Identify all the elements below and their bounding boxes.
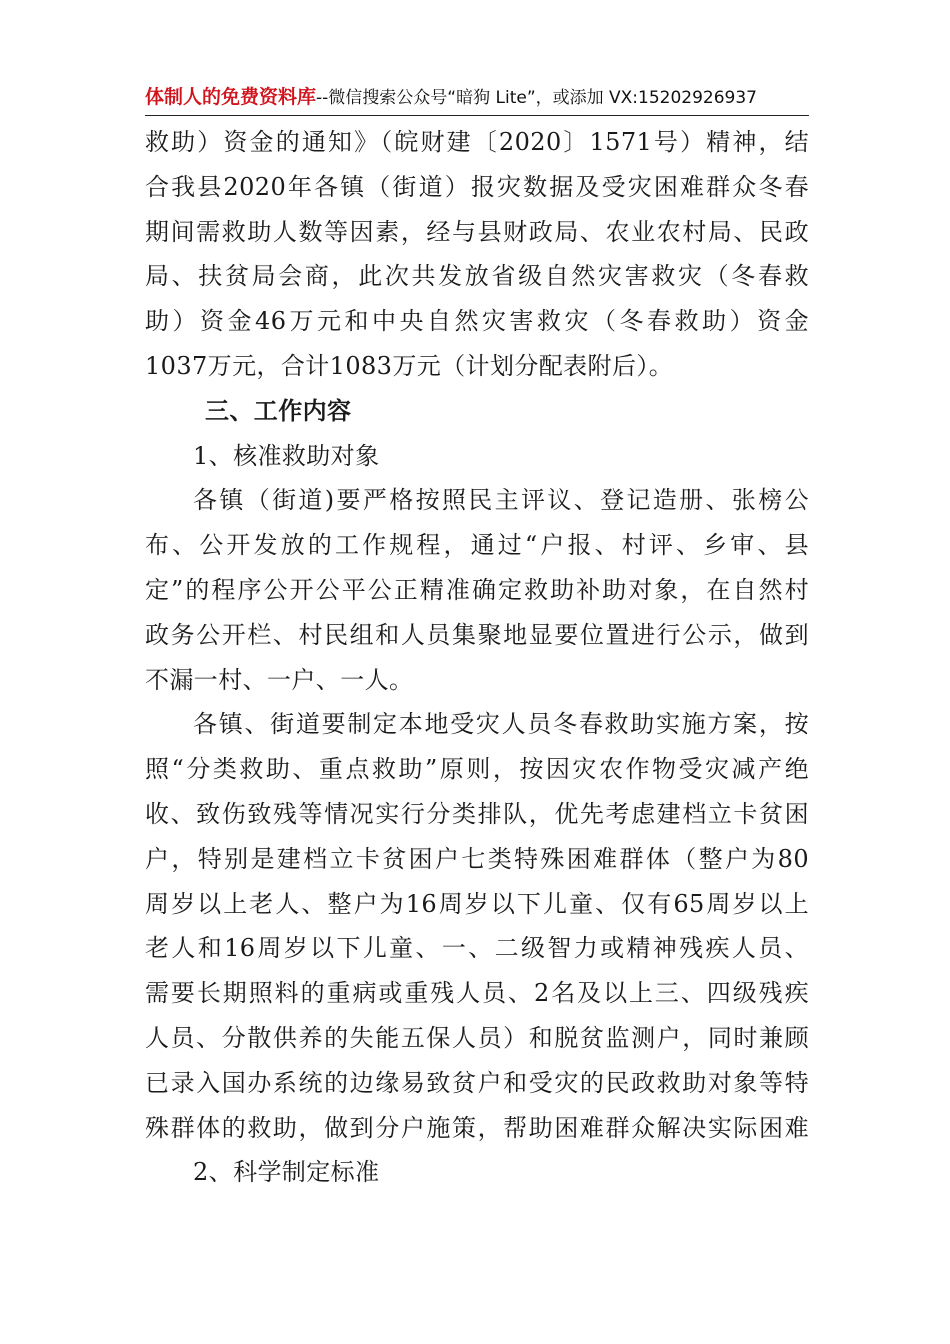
watermark-header [145, 84, 809, 116]
paragraph-line: 政务公开栏、村民组和人员集聚地显要位置进行公示，做到 [145, 620, 809, 649]
paragraph-line: 布、公开发放的工作规程，通过“户报、村评、乡审、县 [145, 531, 809, 560]
header-contact: --微信搜索公众号“暗狗 Lite”，或添加 VX:15202926937 [316, 88, 758, 108]
paragraph-line: 各镇、街道要制定本地受灾人员冬春救助实施方案，按 [193, 710, 809, 739]
paragraph-line: 户，特别是建档立卡贫困户七类特殊困难群体（整户为80 [145, 844, 809, 873]
subsection-heading: 2、科学制定标准 [193, 1158, 380, 1187]
paragraph-line: 照“分类救助、重点救助”原则，按因灾农作物受灾减产绝 [145, 755, 809, 784]
paragraph-line: 各镇（街道)要严格按照民主评议、登记造册、张榜公 [193, 486, 809, 515]
paragraph-line: 定”的程序公开公平公正精准确定救助补助对象，在自然村 [145, 575, 809, 604]
paragraph-line: 合我县2020年各镇（街道）报灾数据及受灾困难群众冬春 [145, 172, 809, 201]
paragraph-line: 期间需救助人数等因素，经与县财政局、农业农村局、民政 [145, 217, 809, 246]
paragraph-line: 人员、分散供养的失能五保人员）和脱贫监测户，同时兼顾 [145, 1023, 809, 1052]
paragraph-line: 救助）资金的通知》（皖财建〔2020〕1571号）精神，结 [145, 128, 809, 156]
paragraph-line: 不漏一村、一户、一人。 [145, 665, 414, 694]
paragraph-line: 老人和16周岁以下儿童、一、二级智力或精神残疾人员、 [145, 934, 809, 963]
paragraph-line: 收、致伤致残等情况实行分类排队，优先考虑建档立卡贫困 [145, 799, 809, 828]
paragraph-line: 殊群体的救助，做到分户施策，帮助困难群众解决实际困难 [145, 1113, 809, 1142]
subsection-heading: 1、核准救助对象 [193, 441, 380, 470]
paragraph-line: 1037万元，合计1083万元（计划分配表附后）。 [145, 351, 674, 380]
paragraph-line: 已录入国办系统的边缘易致贫户和受灾的民政救助对象等特 [145, 1068, 809, 1097]
paragraph-line: 周岁以上老人、整户为16周岁以下儿童、仅有65周岁以上 [145, 889, 809, 918]
paragraph-line: 局、扶贫局会商，此次共发放省级自然灾害救灾（冬春救 [145, 262, 809, 291]
section-heading: 三、工作内容 [205, 396, 352, 425]
paragraph-line: 助）资金46万元和中央自然灾害救灾（冬春救助）资金 [145, 307, 809, 336]
header-brand: 体制人的免费资料库 [145, 86, 317, 108]
document-body [145, 120, 809, 1195]
paragraph-line: 需要长期照料的重病或重残人员、2名及以上三、四级残疾 [145, 979, 809, 1008]
